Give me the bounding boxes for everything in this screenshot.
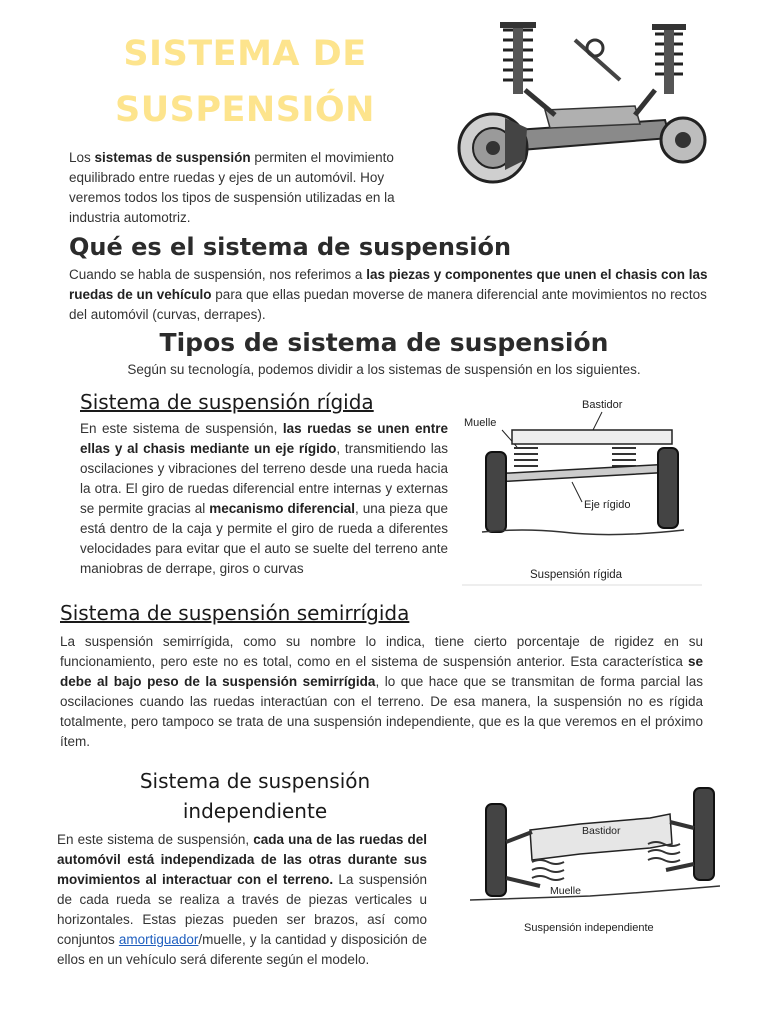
independent-paragraph xyxy=(57,830,427,970)
rigid-text: En este sistema de suspensión, xyxy=(80,421,283,436)
rigid-figure-caption: Suspensión rígida xyxy=(530,569,623,581)
fig-label-muelle: Muelle xyxy=(464,417,497,429)
rigid-text-3: diferencial xyxy=(232,481,295,496)
rigid-suspension-figure xyxy=(462,392,702,592)
fig-label-muelle-indep: Muelle xyxy=(550,885,581,897)
intro-text: Los xyxy=(69,150,95,165)
semirigid-heading: Sistema de suspensión semirrígida xyxy=(60,601,410,625)
indep-bold: cada una de las ruedas del automóvil está independizada de las otras durante sus movimientos al interactuar con el terreno. xyxy=(57,832,427,887)
semi-text: La suspensión semirrígida, como su nombre lo indica, tiene cierto porcentaje de rigidez en su funcionamiento, pero este no es total, como en el sistema de suspensión anterior. Esta característica xyxy=(60,634,703,669)
rigid-bold: las ruedas se unen entre ellas y al chasis mediante un eje rígido xyxy=(80,421,448,456)
rigid-paragraph xyxy=(80,419,448,579)
title-line-1: SISTEMA DE xyxy=(123,34,367,74)
indep-text-3: /muelle, y la cantidad y disposición de ellos en un vehículo será diferente según el modelo. xyxy=(57,932,427,967)
page-title xyxy=(105,26,385,138)
types-subtitle: Según su tecnología, podemos dividir a los sistemas de suspensión en los siguientes. xyxy=(127,362,641,377)
title-line-2: SUSPENSIÓN xyxy=(115,90,375,130)
independent-heading-line-1: Sistema de suspensión xyxy=(139,769,371,793)
fig-label-bastidor: Bastidor xyxy=(582,399,623,411)
rigid-heading: Sistema de suspensión rígida xyxy=(80,390,374,414)
fig-label-bastidor-indep: Bastidor xyxy=(582,825,621,837)
suspension-assembly-image xyxy=(455,20,715,200)
independent-suspension-figure xyxy=(470,782,720,942)
what-heading: Qué es el sistema de suspensión xyxy=(69,233,512,261)
what-text: Cuando se habla de suspensión, nos referimos a xyxy=(69,267,367,282)
indep-text-2: La suspensión de cada rueda se realiza a través de piezas verticales u horizontales. Estas piezas pueden ser brazos, así como conjuntos xyxy=(57,872,427,947)
intro-bold: sistemas de suspensión xyxy=(94,150,251,165)
rigid-text-2: , transmitiendo las oscilaciones y vibraciones del terreno desde una rueda hacia la otra. El giro de ruedas xyxy=(80,441,448,496)
what-text-2: para que ellas puedan moverse de manera diferencial ante movimientos no rectos del automóvil (curvas, derrapes). xyxy=(69,287,707,322)
indep-text: En este sistema de suspensión, xyxy=(57,832,254,847)
what-paragraph xyxy=(69,265,709,325)
semirigid-paragraph xyxy=(60,632,703,752)
independent-heading xyxy=(100,766,410,826)
independent-figure-caption: Suspensión independiente xyxy=(524,922,654,934)
fig-label-eje: Eje rígido xyxy=(584,499,631,511)
semi-text-2: , lo que hace que se transmitan de forma parcial las oscilaciones cuando las ruedas interactúan con el terreno. De esa manera, la suspensión no es rígida totalmente, pero tampoco se trata de una suspensión independiente, que es la que veremos en el próximo ítem. xyxy=(60,674,703,749)
independent-heading-line-2: independiente xyxy=(182,799,328,823)
rigid-bold-2: mecanismo diferencial xyxy=(209,501,355,516)
intro-paragraph xyxy=(69,148,439,228)
what-bold: las piezas y componentes que unen el chasis con las ruedas de un vehículo xyxy=(69,267,708,302)
semi-bold: se debe al bajo peso de la suspensión semirrígida xyxy=(60,654,703,689)
intro-text-2: permiten el movimiento equilibrado entre ruedas y ejes de un automóvil. Hoy veremos todos los tipos de suspensión utilizadas en la industria automotriz. xyxy=(69,150,395,225)
rigid-text-4: entre internas y externas se permite gracias al xyxy=(80,481,448,516)
types-heading: Tipos de sistema de suspensión xyxy=(159,328,609,357)
rigid-text-5: , una pieza que está dentro de la caja y permite el giro de rueda a diferentes velocidades para evitar que el auto se suelte del terreno ante maniobras de derrape, giros o curvas xyxy=(80,501,448,576)
amortiguador-link[interactable]: amortiguador xyxy=(118,932,199,947)
